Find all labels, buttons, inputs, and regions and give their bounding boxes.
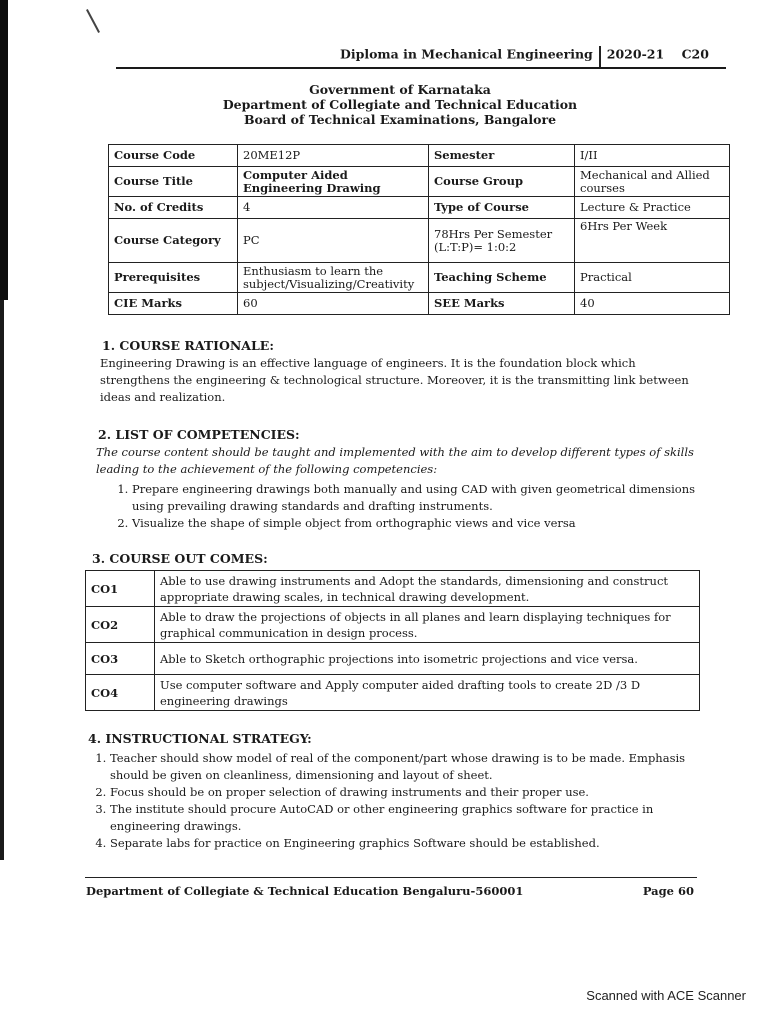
table-row bbox=[86, 571, 700, 607]
rationale-text: Engineering Drawing is an effective language of engineers. It is the foundation block which strengthens the engineering & technological structure. Moreover, it is the transmitting link between ideas and realization. bbox=[100, 356, 689, 404]
outcome-text: Use computer software and Apply computer aided drafting tools to create 2D /3 D engineering drawings bbox=[155, 675, 700, 711]
cell-value: PC bbox=[238, 219, 429, 263]
cell-label: Semester bbox=[429, 145, 575, 167]
table-row bbox=[109, 263, 730, 293]
program-name: Diploma in Mechanical Engineering bbox=[340, 46, 593, 62]
cell-value: Mechanical and Allied courses bbox=[575, 167, 730, 197]
page-footer bbox=[86, 884, 694, 898]
list-item: 1. Prepare engineering drawings both manually and using CAD with given geometrical dimensions using prevailing drawing standards and drafting instruments. bbox=[132, 481, 720, 515]
section-heading: 4. INSTRUCTIONAL STRATEGY: bbox=[88, 731, 312, 746]
table-row bbox=[109, 145, 730, 167]
cell-value: Computer Aided Engineering Drawing bbox=[238, 167, 429, 197]
list-item: 3. The institute should procure AutoCAD or other engineering graphics software for practice in engineering drawings. bbox=[110, 801, 722, 835]
table-row bbox=[109, 167, 730, 197]
outcome-text: Able to Sketch orthographic projections into isometric projections and vice versa. bbox=[155, 643, 700, 675]
table-row bbox=[109, 293, 730, 315]
list-item: 1. Teacher should show model of real of the component/part whose drawing is to be made. Emphasis should be given on cleanliness, dimensioning and layout of sheet. bbox=[110, 750, 722, 784]
section-heading: 2. LIST OF COMPETENCIES: bbox=[98, 427, 300, 442]
table-row bbox=[86, 643, 700, 675]
cell-value: 60 bbox=[238, 293, 429, 315]
cell-label: Course Title bbox=[109, 167, 238, 197]
cell-value: Practical bbox=[575, 263, 730, 293]
section-heading: 3. COURSE OUT COMES: bbox=[92, 551, 268, 566]
outcome-text: Able to use drawing instruments and Adopt the standards, dimensioning and construct appropriate drawing scales, in technical drawing development. bbox=[155, 571, 700, 607]
cell-label: CIE Marks bbox=[109, 293, 238, 315]
cell-label: No. of Credits bbox=[109, 197, 238, 219]
table-row bbox=[86, 675, 700, 711]
cell-value: Enthusiasm to learn the subject/Visualizing/Creativity bbox=[238, 263, 429, 293]
header-separator bbox=[599, 46, 601, 68]
competencies-list bbox=[106, 481, 720, 532]
outcomes-table bbox=[85, 570, 700, 711]
cell-value: Lecture & Practice bbox=[575, 197, 730, 219]
section-heading: 1. COURSE RATIONALE: bbox=[102, 338, 274, 353]
outcome-code: CO2 bbox=[86, 607, 155, 643]
board-title: Board of Technical Examinations, Bangalore bbox=[243, 112, 557, 127]
government-title: Government of Karnataka bbox=[309, 82, 491, 97]
cell-value: 40 bbox=[575, 293, 730, 315]
footer-rule bbox=[85, 877, 697, 878]
cell-value: 4 bbox=[238, 197, 429, 219]
cell-value: 6Hrs Per Week bbox=[575, 219, 730, 263]
cell-value: 20ME12P bbox=[238, 145, 429, 167]
cell-value: I/II bbox=[575, 145, 730, 167]
list-item: 2. Visualize the shape of simple object from orthographic views and vice versa bbox=[132, 515, 720, 532]
outcome-code: CO1 bbox=[86, 571, 155, 607]
course-info-table bbox=[108, 144, 730, 315]
table-row bbox=[86, 607, 700, 643]
table-row bbox=[109, 197, 730, 219]
outcome-code: CO4 bbox=[86, 675, 155, 711]
header-rule bbox=[116, 67, 726, 69]
list-item: 2. Focus should be on proper selection of drawing instruments and their proper use. bbox=[110, 784, 722, 801]
competencies-intro: The course content should be taught and implemented with the aim to develop different types of skills leading to the achievement of the following competencies: bbox=[96, 445, 694, 476]
cell-label: SEE Marks bbox=[429, 293, 575, 315]
scheme-code: C20 bbox=[681, 46, 709, 62]
cell-label: Course Category bbox=[109, 219, 238, 263]
cell-label: 78Hrs Per Semester (L:T:P)= 1:0:2 bbox=[429, 219, 575, 263]
cell-label: Type of Course bbox=[429, 197, 575, 219]
outcome-text: Able to draw the projections of objects in all planes and learn displaying techniques for graphical communication in design process. bbox=[155, 607, 700, 643]
cell-label: Course Group bbox=[429, 167, 575, 197]
running-header bbox=[340, 44, 720, 66]
outcome-code: CO3 bbox=[86, 643, 155, 675]
cell-label: Prerequisites bbox=[109, 263, 238, 293]
page-number: Page 60 bbox=[642, 884, 694, 898]
academic-year: 2020-21 bbox=[606, 46, 665, 62]
department-title: Department of Collegiate and Technical Education bbox=[222, 97, 578, 112]
scanner-watermark: Scanned with ACE Scanner bbox=[586, 988, 746, 1003]
strategy-list bbox=[84, 750, 722, 852]
list-item: 4. Separate labs for practice on Engineering graphics Software should be established. bbox=[110, 835, 722, 852]
document-titles bbox=[210, 82, 590, 127]
table-row bbox=[109, 219, 730, 263]
footer-department: Department of Collegiate & Technical Education Bengaluru-560001 bbox=[86, 884, 524, 898]
cell-label: Teaching Scheme bbox=[429, 263, 575, 293]
cell-label: Course Code bbox=[109, 145, 238, 167]
